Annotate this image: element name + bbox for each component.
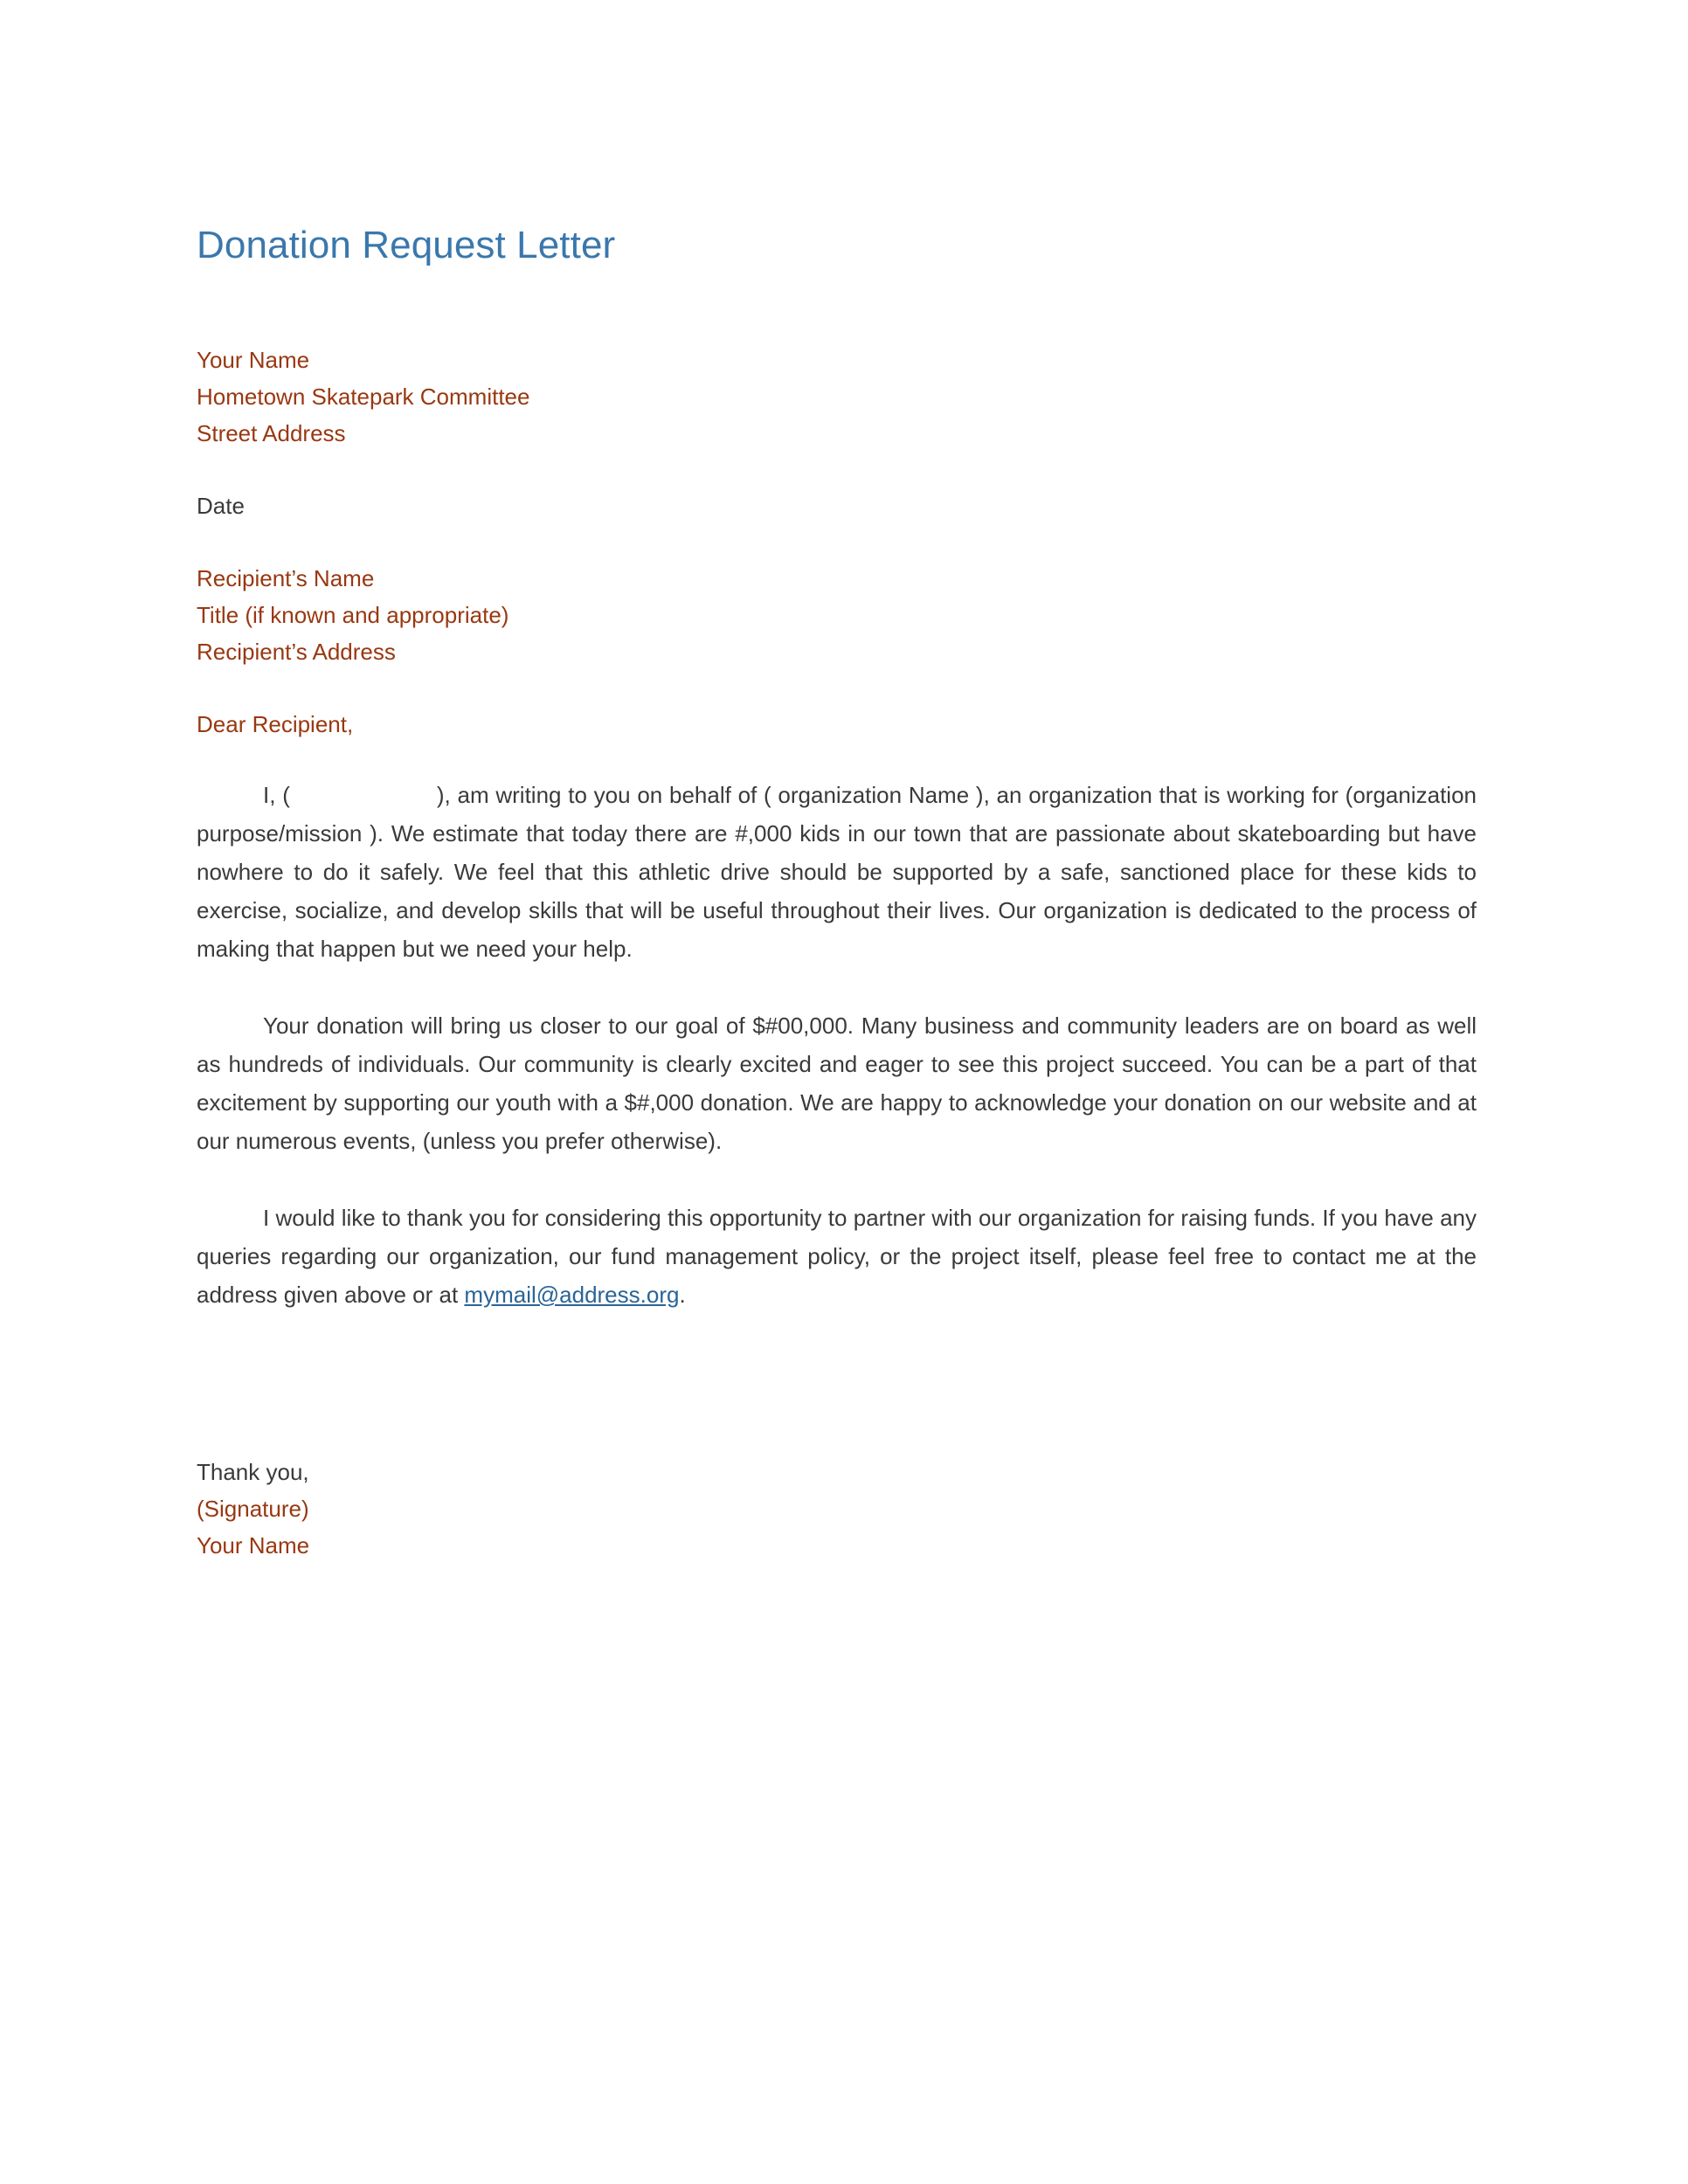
paragraph-3-before-link: I would like to thank you for considering this opportunity to partner with our organization for raising funds. If you have any queries regarding our organization, our fund management policy, or the project itself, please feel free to contact me at the address given above or at [197, 1204, 1477, 1308]
sender-address-block [197, 342, 1477, 452]
spacer-before-date [197, 452, 1477, 487]
spacer-before-closing [197, 1314, 1477, 1454]
date-line: Date [197, 492, 245, 519]
closing-name: Your Name [197, 1531, 310, 1559]
paragraph-1-after-blank: ), am writing to you on behalf of ( organization Name ), an organization that is working for (organization purpose/mission ). We estimate that today there are #,000 kids in our town that are passionate about skateboarding but have nowhere to do it safely. We feel that this athletic drive should be supported by a safe, sanctioned place for these kids to exercise, socialize, and develop skills that will be useful throughout their lives. Our organization is dedicated to the process of making that happen but we need your help. [197, 781, 1477, 962]
closing-thanks: Thank you, [197, 1458, 309, 1485]
paragraph-3-after-link: . [679, 1281, 686, 1308]
salutation-line: Dear Recipient, [197, 710, 354, 737]
closing-signature-placeholder: (Signature) [197, 1495, 309, 1522]
sender-organization: Hometown Skatepark Committee [197, 383, 530, 410]
email-link[interactable]: mymail@address.org [464, 1281, 680, 1308]
spacer-before-body [197, 743, 1477, 776]
recipient-title: Title (if known and appropriate) [197, 601, 509, 628]
page-title: Donation Request Letter [197, 224, 616, 266]
body-paragraph-2: Your donation will bring us closer to our goal of $#00,000. Many business and community leaders are on board as well as hundreds of individuals. Our community is clearly excited and eager to see this project succeed. You can be a part of that excitement by supporting our youth with a $#,000 donation. We are happy to acknowledge your donation on our website and at our numerous events, (unless you prefer otherwise). [197, 1012, 1477, 1154]
recipient-address-block [197, 560, 1477, 670]
spacer-before-salutation [197, 670, 1477, 706]
body-paragraph-3 [197, 1199, 1477, 1314]
spacer-before-recipient [197, 524, 1477, 560]
letter-content [197, 223, 1477, 1564]
closing-block [197, 1454, 1477, 1564]
body-paragraph-1 [197, 776, 1477, 968]
recipient-address: Recipient’s Address [197, 638, 396, 665]
sender-street-address: Street Address [197, 419, 346, 446]
sender-name: Your Name [197, 346, 310, 373]
paragraph-1-before-blank: I, ( [263, 781, 290, 808]
spacer-after-title [197, 268, 1477, 342]
recipient-name: Recipient’s Name [197, 564, 375, 591]
